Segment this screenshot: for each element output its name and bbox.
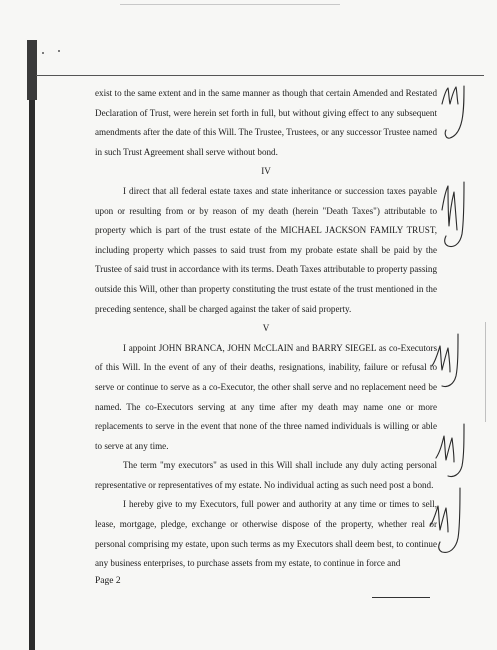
handwritten-initials-icon — [430, 332, 470, 396]
margin-mark — [485, 322, 486, 422]
handwritten-initials-icon — [434, 420, 474, 484]
paragraph-death-taxes: I direct that all federal estate taxes and state inheritance or succession taxes payable upon or resulting from or by reason of my death (herein "Death Taxes") attributable to property which is part of the trust estate of the MICHAEL JACKSON FAMILY TRUST, including property which passes to said trust from my probate estate shall be paid by the Trustee of said trust in accordance with its terms. Death Taxes attributable to property passing outside this Will, other than property constituting the trust estate of the trust mentioned in the preceding sentence, shall be charged against the taker of said property. — [95, 185, 437, 314]
header-rule — [36, 75, 484, 76]
paragraph-trust-reference: exist to the same extent and in the same manner as though that certain Amended and Restated Declaration of Trust, were herein set forth in full, but without giving effect to any subsequent amendments after the date of this Will. The Trustee, Trustees, or any successor Trustee named in such Trust Agreement shall serve without bond. — [95, 88, 437, 157]
will-text — [95, 84, 437, 574]
binding-edge-top — [27, 40, 37, 100]
scan-speck — [58, 50, 60, 52]
scan-speck — [42, 52, 44, 54]
handwritten-initials-icon — [428, 482, 474, 562]
handwritten-initials-icon — [440, 82, 482, 152]
handwritten-initials-icon — [436, 176, 472, 256]
footer-signature-line — [372, 597, 430, 598]
paragraph-executor-term: The term "my executors" as used in this Will shall include any duly acting personal representative or representatives of my estate. No individual acting as such need post a bond. — [95, 460, 437, 490]
section-heading-v: V — [262, 323, 270, 334]
page-number: Page 2 — [95, 576, 121, 586]
scan-edge-line — [120, 4, 340, 5]
paragraph-executor-powers: I hereby give to my Executors, full power and authority at any time or times to sell, lease, mortgage, pledge, exchange or otherwise dispose of the property, whether real or personal comprising my estate, upon such terms as my Executors shall deem best, to continue any business enterprises, to purchase assets from my estate, to continue in force and — [95, 499, 437, 569]
binding-edge — [29, 40, 35, 650]
section-heading-iv: IV — [261, 166, 271, 177]
paragraph-executors: I appoint JOHN BRANCA, JOHN McCLAIN and BARRY SIEGEL as co-Executors of this Will. In the event of any of their deaths, resignations, inability, failure or refusal to serve or continue to serve as a co-Executor, the other shall serve and no replacement need be named. The co-Executors serving at any time after my death may name one or more replacements to serve in the event that none of the three named individuals is willing or able to serve at any time. — [95, 342, 437, 451]
